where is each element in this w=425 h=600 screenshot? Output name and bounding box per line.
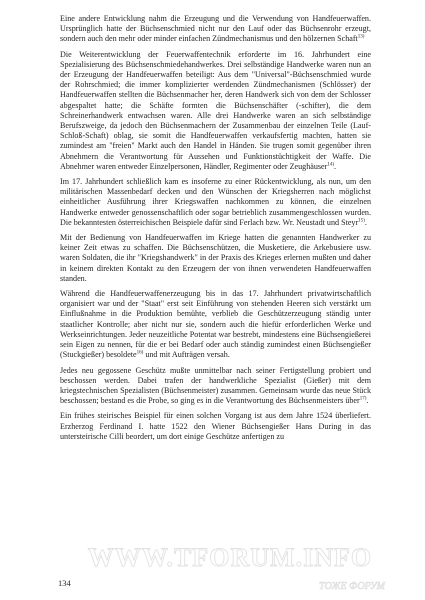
paragraph-2 [60,50,371,172]
paragraph-6 [60,366,371,407]
body-text [60,14,371,442]
footnote-ref-16: 16) [136,350,144,356]
watermark-text: WWW.TFORUM.INFO [87,543,373,572]
paragraph-5 [60,289,371,360]
paragraph-4 [60,233,371,284]
paragraph-6-tail: . [366,396,369,406]
paragraph-6-text: Jedes neu gegossene Geschütz mußte unmittelbar nach seiner Fertigstellung probiert und beschossen werden. Dabei trafen der handwerkliche Spezialist (Gießer) mit dem kriegstechnischen Spezialisten (Büchsenmeister) zusammen. Gemeinsam wurde das neue Stück beschossen; bestand es die Probe, so ging es in die Verantwortung des Büchsenmeisters über [60,365,371,406]
paragraph-3 [60,177,371,228]
paragraph-5-tail: und mit Aufträgen versah. [143,350,230,360]
paragraph-1-text: Eine andere Entwicklung nahm die Erzeugung und die Verwendung von Handfeuerwaffen. Ursprünglich hatte der Büchsenschmied nicht nur den Lauf oder das Büchsenrohr erzeugt, sondern auch den mehr oder minder einfachen Zündmechanismus und den hölzernen Schaft [60,14,371,44]
paragraph-2-tail: . [334,161,337,171]
watermark-corner [312,578,392,592]
footnote-ref-17: 17) [359,396,367,402]
paragraph-7 [60,411,371,442]
paragraph-1 [60,14,371,45]
page-number: 134 [58,578,71,588]
watermark-corner-text: ТОЖЕ ФОРУМ [318,581,386,592]
paragraph-2-text: Die Weiterentwicklung der Feuerwaffentechnik erforderte im 16. Jahrhundert eine Spezialisierung des Büchsenschmiedehandwerkes. Drei selbständige Handwerke waren nun an der Erzeugung der Handfeuerwaffen beteiligt: Aus dem "Universal"-Büchsenschmied wurde der Rohrschmied; die immer komplizierter werdenden Zündmechanismen (Schlösser) der Handfeuerwaffen stellten die Büchsenmacher her, deren Handwerk sich von dem der Schlosser abgespaltet hatte; die Schäfte formten die Büchsenschäfter (-schifter), die dem Schreinerhandwerk entwachsen waren. Alle drei Handwerke waren an sich selbständige Berufszweige, da jedoch den Büchsenmachern der Zusammenbau der einzelnen Teile (Lauf-Schloß-Schaft) oblag, sie somit die Handfeuerwaffen verkaufsfertig machten, hatten sie zumindest am "freien" Markt auch den Handel in Händen. Sie trugen somit gegenüber ihren Abnehmern die Verantwortung für Aussehen und Funktionstüchtigkeit der Waffe. Die Abnehmer waren entweder Einzelpersonen, Händler, Regimenter oder Zeughäuser [60,49,371,171]
paragraph-7-text: Ein frühes steirisches Beispiel für einen solchen Vorgang ist aus dem Jahre 1524 überliefert. Erzherzog Ferdinand I. hatte 1522 den Wiener Büchsengießer Hans During in das untersteirische Cilli beordert, um dort einige Geschütze anfertigen zu [60,411,371,441]
paragraph-4-text: Mit der Bedienung von Handfeuerwaffen im Kriege hatten die genannten Handwerker zu keiner Zeit etwas zu schaffen. Die Büchsenschützen, die Musketiere, die Arkebusiere usw. waren Soldaten, die ihr "Kriegshandwerk" in der Praxis des Krieges erlernen mußten und daher in keinem direkten Kontakt zu den Erzeugern der von ihnen verwendeten Handfeuerwaffen standen. [60,233,371,283]
footnote-ref-13: 13) [357,34,365,40]
footnote-ref-14: 14) [327,162,335,168]
paragraph-3-tail: . [364,217,367,227]
watermark-logo [87,540,373,576]
footnote-ref-15: 15) [358,218,365,224]
paragraph-5-text: Während die Handfeuerwaffenerzeugung bis in das 17. Jahrhundert privatwirtschaftlich organisiert war und der "Staat" erst seit Einführung von stehenden Heeren sich verstärkt um Einflußnahme in die Produktion bemühte, verblieb die Geschützerzeugung ständig unter staatlicher Kontrolle; aber nicht nur sie, sondern auch die hiefür erforderlichen Werke und Werkseinrichtungen. Jeder neuzeitliche Potentat war bestrebt, mindestens eine Büchsengießerei sein Eigen zu nennen, für die er bei Bedarf oder auch ständig zumindest einen Büchsengießer (Stuckgießer) besoldete [60,289,371,360]
paragraph-3-text: Im 17. Jahrhundert schließlich kam es insoferne zu einer Rückentwicklung, als nun, um den militärischen Massenbedarf decken und den Wünschen der Kriegsherren nach möglichst einheitlicher Ausführung ihrer Kriegswaffen nachkommen zu können, die einzelnen Handwerke entweder genossenschaftlich oder sogar betrieblich zusammengeschlossen wurden. Die bekanntesten österreichischen Beispiele dafür sind Ferlach bzw. Wr. Neustadt und Steyr [60,177,371,227]
